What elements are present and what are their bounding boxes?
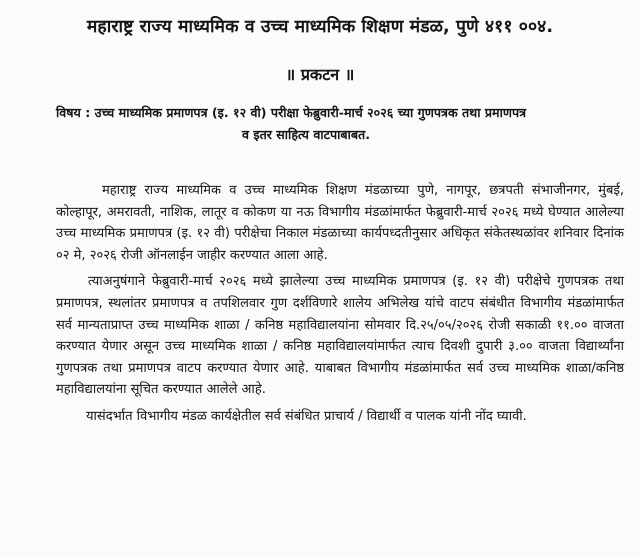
subject-line-2: व इतर साहित्य वाटपाबाबत.	[242, 127, 370, 142]
board-title: महाराष्ट्र राज्य माध्यमिक व उच्च माध्यमिक शिक्षण मंडळ, पुणे ४११ ००४.	[86, 17, 554, 37]
paragraph-note: यासंदर्भात विभागीय मंडळ कार्यक्षेतील सर्व संबंधित प्राचार्य / विद्यार्थी व पालक यांनी नोंद घ्यावी.	[86, 408, 527, 424]
paragraph-result-declaration: महाराष्ट्र राज्य माध्यमिक व उच्च माध्यमिक शिक्षण मंडळाच्या पुणे, नागपूर, छत्रपती संभाजीनगर, मुंबई, कोल्हापूर, अमरावती, नाशिक, लातूर व कोकण या नऊ विभागीय मंडळांमार्फत फेब्रुवारी-मार्च २०२६ मध्ये घेण्यात आलेल्या उच्च माध्यमिक प्रमाणपत्र (इ. १२ वी) परीक्षेचा निकाल मंडळाच्या कार्यपध्दतीनुसार अधिकृत संकेतस्थळांवर शनिवार दिनांक ०२ मे, २०२६ रोजी ऑनलाईन जाहीर करण्यात आला आहे.	[56, 183, 624, 263]
subject-block	[56, 102, 616, 146]
subject-line-1: विषय : उच्च माध्यमिक प्रमाणपत्र (इ. १२ वी) परीक्षा फेब्रुवारी-मार्च २०२६ च्या गुणपत्रक तथा प्रमाणपत्र	[56, 105, 527, 120]
notice-body	[56, 180, 624, 433]
paragraph-distribution-schedule: त्याअनुषंगाने फेब्रुवारी-मार्च २०२६ मध्ये झालेल्या उच्च माध्यमिक प्रमाणपत्र (इ. १२ वी) परीक्षेचे गुणपत्रक तथा प्रमाणपत्र, स्थलांतर प्रमाणपत्र व तपशिलवार गुण दर्शविणारे शालेय अभिलेख यांचे वाटप संबंधीत विभागीय मंडळांमार्फत सर्व मान्यताप्राप्त उच्च माध्यमिक शाळा / कनिष्ठ महाविद्यालयांना सोमवार दि.२५/०५/२०२६ रोजी सकाळी ११.०० वाजता करण्यात येणार असून उच्च माध्यमिक शाळा / कनिष्ठ महाविद्यालयांमार्फत त्याच दिवशी दुपारी ३.०० वाजता विद्यार्थ्यांना गुणपत्रक तथा प्रमाणपत्र वाटप करण्यात येणार आहे. याबाबत विभागीय मंडळांमार्फत सर्व उच्च माध्यमिक शाळा/कनिष्ठ महाविद्यालयांना सूचित करण्यात आलेले आहे.	[56, 274, 624, 398]
notice-heading: ॥ प्रकटन ॥	[285, 65, 355, 84]
